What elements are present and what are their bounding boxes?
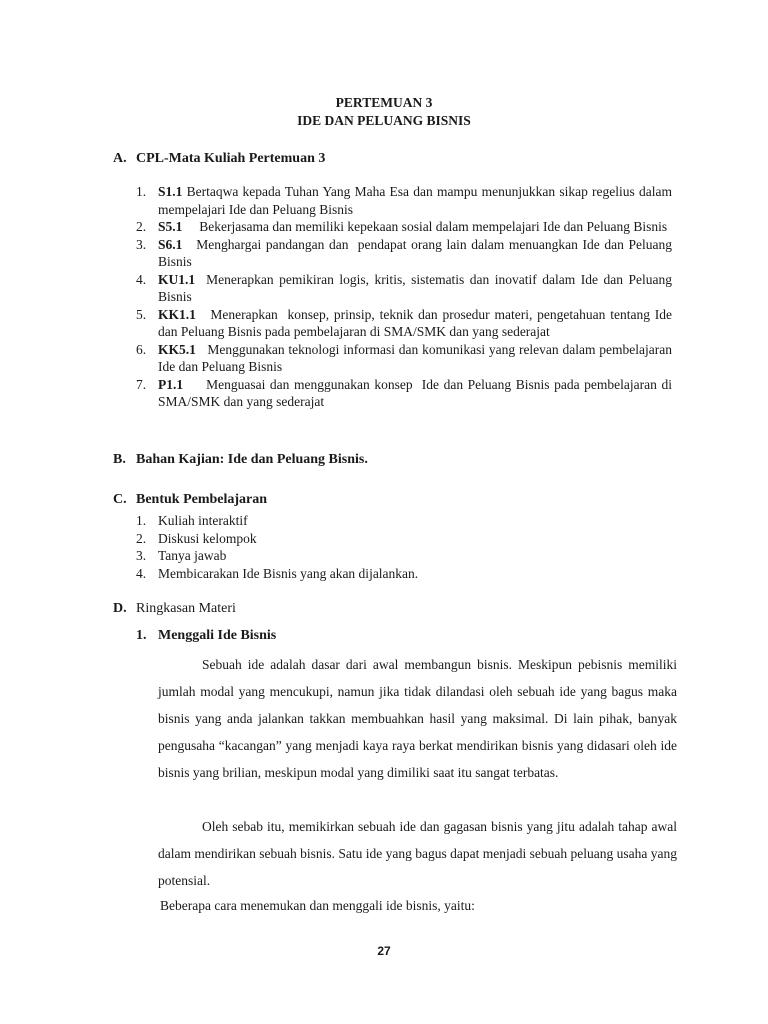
list-item [136,218,672,236]
list-item [136,271,676,306]
subsection-heading [136,628,276,644]
cpl-code: KK5.1 [158,341,196,357]
list-item [136,183,672,218]
cpl-code: S1.1 [158,184,183,199]
list-item-number: 7. [136,376,147,392]
list-item [136,530,672,548]
cpl-list [136,183,676,411]
list-item-number: 2. [136,219,147,234]
section-d-heading [113,601,236,617]
list-item [136,306,676,341]
list-item-number: 4. [136,271,147,287]
list-item-number: 3. [136,236,147,252]
list-item-text: Bekerjasama dan memiliki kepekaan sosial dalam mempelajari Ide dan Peluang Bisnis [182,219,668,234]
learning-forms-list [136,512,672,582]
list-item [136,376,676,411]
list-item-number: 1. [136,184,147,199]
page-number: 27 [377,944,391,958]
list-item-number: 2. [136,530,147,546]
list-item [136,236,676,271]
cpl-code: KK1.1 [158,306,196,322]
list-item-text: Kuliah interaktif [158,513,248,528]
section-b-letter: B. [113,452,126,467]
list-item-text: Menerapkan konsep, prinsip, teknik dan prosedur materi, pengetahuan tentang Ide dan Peluang Bisnis pada pembelajaran di SMA/SMK dan yang sederajat [158,306,676,339]
section-c-heading [113,492,267,508]
body-paragraph: Sebuah ide adalah dasar dari awal membangun bisnis. Meskipun pebisnis memiliki jumlah modal yang mencukupi, namun jika tidak dilandasi oleh sebuah ide yang bagus maka bisnis yang anda jalankan takkan membuahkan hasil yang maksimal. Di lain pihak, banyak pengusaha “kacangan” yang menjadi kaya raya berkat mendirikan bisnis yang didasari oleh ide bisnis yang brilian, meskipun modal yang dimiliki saat itu sangat terbatas. [158,657,677,780]
section-d-title: Ringkasan Materi [136,601,236,616]
subsection-number: 1. [136,628,147,643]
section-b-heading [113,452,368,468]
body-paragraph: Oleh sebab itu, memikirkan sebuah ide dan gagasan bisnis yang jitu adalah tahap awal dalam mendirikan sebuah bisnis. Satu ide yang bagus dapat menjadi sebuah peluang usaha yang potensial. [158,819,677,888]
list-item-text: Menerapkan pemikiran logis, kritis, sistematis dan inovatif dalam Ide dan Peluang Bisnis [158,271,676,304]
list-item [136,341,676,376]
list-item [136,512,672,530]
cpl-code: KU1.1 [158,271,196,287]
body-line: Beberapa cara menemukan dan menggali ide bisnis, yaitu: [160,898,475,913]
section-c-letter: C. [113,492,127,507]
list-item-text: Diskusi kelompok [158,530,257,546]
list-item-text: Menghargai pandangan dan pendapat orang lain dalam menuangkan Ide dan Peluang Bisnis [158,236,676,269]
list-item-text: Tanya jawab [158,548,227,563]
subsection-title: Menggali Ide Bisnis [158,628,277,643]
cpl-code: S6.1 [158,236,183,252]
section-b-title: Bahan Kajian: Ide dan Peluang Bisnis. [136,452,368,467]
topic-title: IDE DAN PELUANG BISNIS [297,113,471,128]
list-item [136,547,672,565]
list-item-number: 6. [136,341,147,357]
list-item-text: Menggunakan teknologi informasi dan komunikasi yang relevan dalam pembelajaran Ide dan Peluang Bisnis [158,341,676,374]
section-c-title: Bentuk Pembelajaran [136,492,268,507]
cpl-code: P1.1 [158,376,184,392]
meeting-title: PERTEMUAN 3 [335,95,433,110]
section-a-letter: A. [113,151,127,166]
list-item [136,565,672,583]
cpl-code: S5.1 [158,219,183,234]
list-item-number: 3. [136,548,147,563]
section-d-letter: D. [113,601,127,616]
list-item-number: 1. [136,513,147,528]
list-item-number: 5. [136,306,147,322]
list-item-text: Bertaqwa kepada Tuhan Yang Maha Esa dan mampu menunjukkan sikap regelius dalam mempelajari Ide dan Peluang Bisnis [158,184,672,217]
list-item-number: 4. [136,565,147,581]
section-a-title: CPL-Mata Kuliah Pertemuan 3 [136,151,326,166]
section-a-heading [113,151,325,167]
list-item-text: Menguasai dan menggunakan konsep Ide dan Peluang Bisnis pada pembelajaran di SMA/SMK dan yang sederajat [158,376,676,409]
list-item-text: Membicarakan Ide Bisnis yang akan dijalankan. [158,565,419,581]
